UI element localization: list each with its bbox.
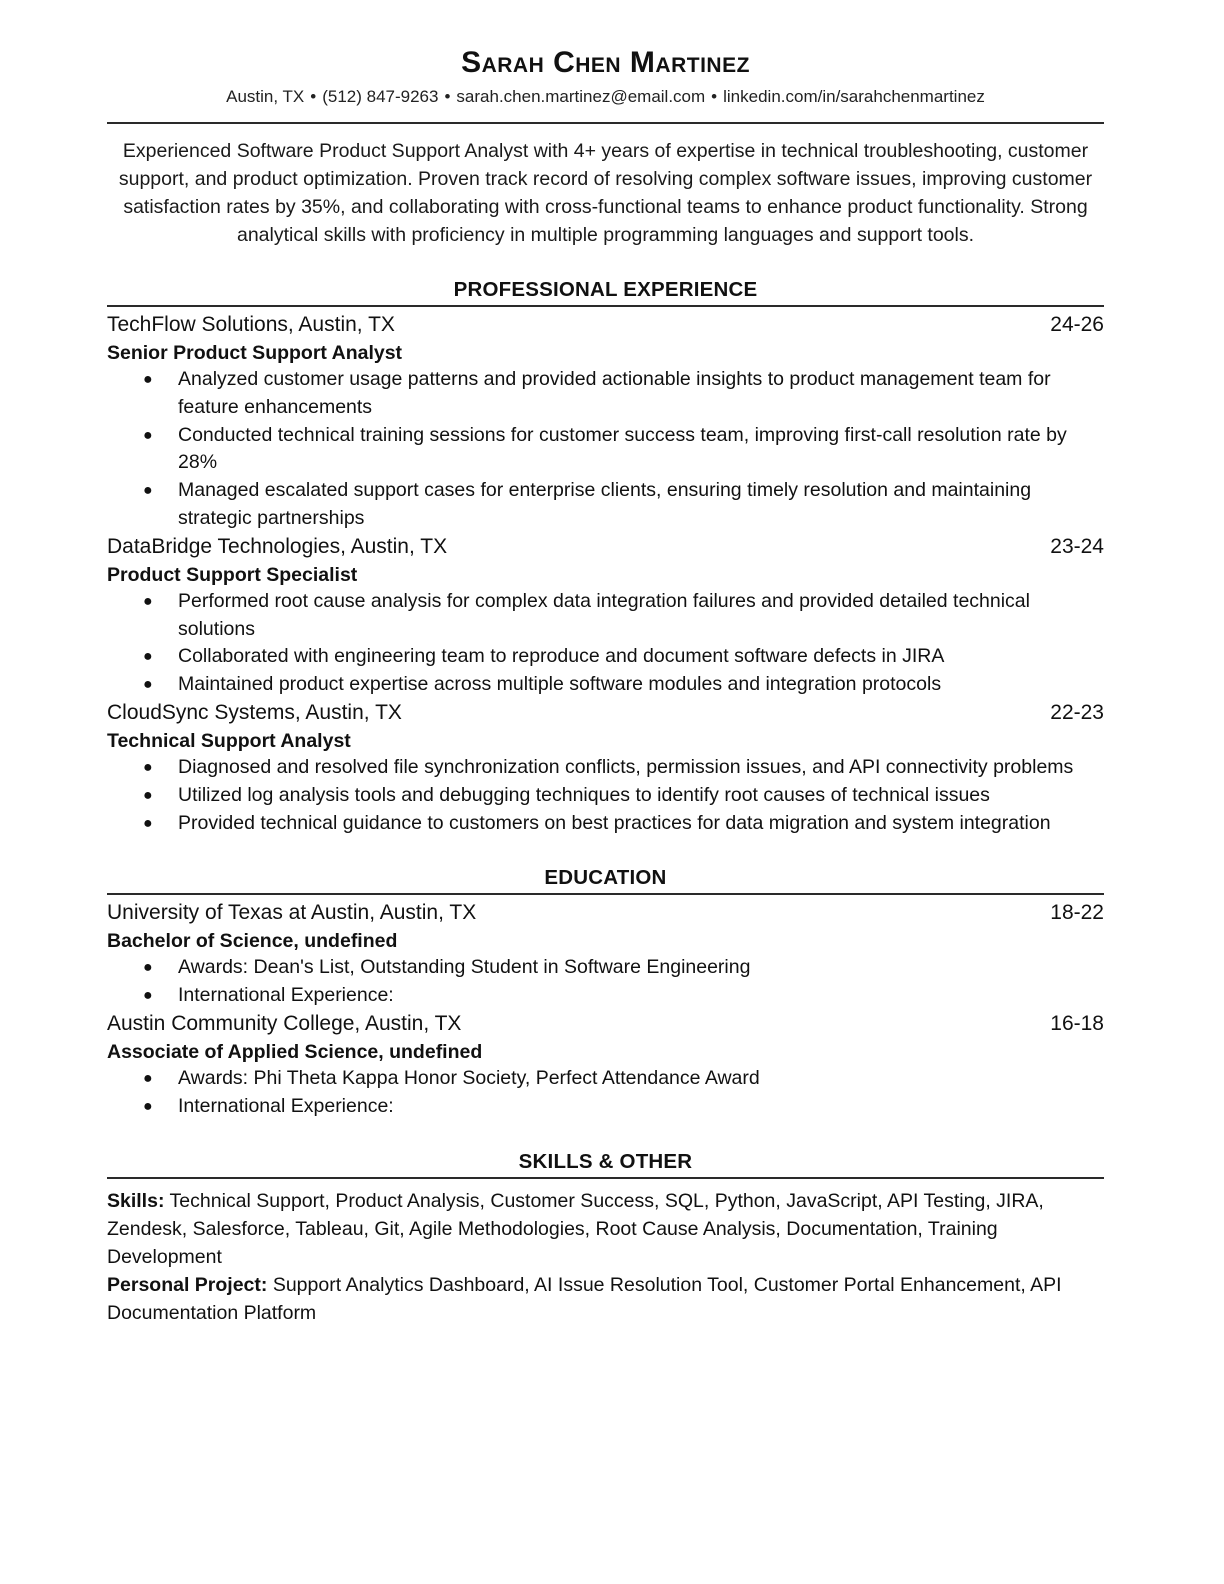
contact-separator: • bbox=[310, 87, 317, 106]
bullet-item bbox=[107, 982, 1104, 1010]
bullet-icon: ● bbox=[143, 959, 153, 977]
entry-dates: 24-26 bbox=[1050, 313, 1104, 336]
entry-role: Technical Support Analyst bbox=[107, 729, 351, 752]
bullet-icon: ● bbox=[143, 648, 153, 666]
section-title-experience: PROFESSIONAL EXPERIENCE bbox=[453, 278, 758, 301]
bullet-item bbox=[107, 366, 1104, 422]
experience-entry bbox=[107, 311, 1104, 533]
contact-separator: • bbox=[444, 87, 451, 106]
entry-degree: Bachelor of Science, undefined bbox=[107, 930, 398, 953]
contact-line bbox=[107, 86, 1104, 108]
bullet-text: Analyzed customer usage patterns and provided actionable insights to product management team for feature enhancements bbox=[178, 368, 1051, 418]
entry-organization: TechFlow Solutions, Austin, TX bbox=[107, 313, 395, 336]
section-divider bbox=[107, 893, 1104, 895]
contact-phone: (512) 847-9263 bbox=[322, 87, 439, 106]
bullet-text: Diagnosed and resolved file synchronization conflicts, permission issues, and API connectivity problems bbox=[178, 755, 1074, 778]
bullet-text: Performed root cause analysis for complex data integration failures and provided detailed technical solutions bbox=[178, 589, 1030, 640]
bullet-text: Utilized log analysis tools and debugging techniques to identify root causes of technical issues bbox=[178, 783, 990, 806]
skills-list: Technical Support, Product Analysis, Customer Success, SQL, Python, JavaScript, API Testing, JIRA, Zendesk, Salesforce, Tableau, Git, Agile Methodologies, Root Cause Analysis, Documentation, Training Development bbox=[107, 1189, 1044, 1268]
project-label: Personal Project: bbox=[107, 1273, 268, 1296]
skills-label: Skills: bbox=[107, 1189, 165, 1212]
bullet-icon: ● bbox=[143, 1069, 153, 1087]
section-title-skills: SKILLS & OTHER bbox=[518, 1149, 693, 1173]
bullet-item bbox=[107, 1093, 1104, 1121]
entry-organization: Austin Community College, Austin, TX bbox=[107, 1011, 462, 1035]
section-divider bbox=[107, 1177, 1104, 1179]
bullet-item bbox=[107, 1065, 1104, 1093]
bullet-icon: ● bbox=[143, 1097, 153, 1115]
entry-dates: 22-23 bbox=[1050, 700, 1104, 724]
bullet-item bbox=[107, 588, 1104, 644]
education-entry bbox=[107, 899, 1104, 1010]
bullet-text: Awards: Dean's List, Outstanding Student in Software Engineering bbox=[178, 956, 751, 979]
entry-dates: 16-18 bbox=[1050, 1011, 1104, 1035]
header-divider bbox=[107, 122, 1104, 124]
bullet-icon: ● bbox=[143, 592, 153, 610]
bullet-text: Maintained product expertise across multiple software modules and integration protocols bbox=[178, 673, 942, 696]
projects-paragraph bbox=[107, 1271, 1104, 1327]
education-entry bbox=[107, 1010, 1104, 1121]
entry-organization: University of Texas at Austin, Austin, TX bbox=[107, 901, 477, 925]
bullet-text: Awards: Phi Theta Kappa Honor Society, Perfect Attendance Award bbox=[178, 1066, 760, 1089]
bullet-icon: ● bbox=[143, 786, 153, 804]
entry-dates: 23-24 bbox=[1050, 534, 1104, 558]
contact-location: Austin, TX bbox=[226, 87, 305, 106]
entry-organization: CloudSync Systems, Austin, TX bbox=[107, 700, 402, 724]
bullet-icon: ● bbox=[143, 676, 153, 694]
bullet-text: Collaborated with engineering team to reproduce and document software defects in JIRA bbox=[178, 645, 945, 668]
bullet-item bbox=[107, 754, 1104, 782]
entry-organization: DataBridge Technologies, Austin, TX bbox=[107, 534, 448, 558]
candidate-name: Sarah Chen Martinez bbox=[461, 46, 750, 79]
project-list: Support Analytics Dashboard, AI Issue Resolution Tool, Customer Portal Enhancement, API Documentation Platform bbox=[107, 1273, 1062, 1324]
entry-degree: Associate of Applied Science, undefined bbox=[107, 1040, 483, 1063]
entry-role: Senior Product Support Analyst bbox=[107, 342, 403, 364]
bullet-item bbox=[107, 422, 1104, 478]
experience-entry bbox=[107, 533, 1104, 699]
bullet-icon: ● bbox=[143, 814, 153, 832]
bullet-icon: ● bbox=[143, 371, 153, 388]
bullet-text: Managed escalated support cases for enterprise clients, ensuring timely resolution and maintaining strategic partnerships bbox=[178, 479, 1032, 529]
contact-separator: • bbox=[711, 87, 718, 106]
bullet-text: International Experience: bbox=[178, 1094, 394, 1117]
bullet-text: Conducted technical training sessions for customer success team, improving first-call resolution rate by 28% bbox=[178, 423, 1067, 474]
contact-linkedin: linkedin.com/in/sarahchenmartinez bbox=[723, 87, 985, 106]
skills-paragraph bbox=[107, 1187, 1104, 1271]
bullet-icon: ● bbox=[143, 758, 153, 776]
summary-paragraph: Experienced Software Product Support Analyst with 4+ years of expertise in technical troubleshooting, customer support, and product optimization. Proven track record of resolving complex software issues, improving customer satisfaction rates by 35%, and collaborating with cross-functional teams to enhance product functionality. Strong analytical skills with proficiency in multiple programming languages and support tools. bbox=[118, 140, 1093, 246]
bullet-item bbox=[107, 477, 1104, 533]
resume-page bbox=[107, 0, 1104, 1327]
bullet-item bbox=[107, 643, 1104, 671]
bullet-icon: ● bbox=[143, 987, 153, 1005]
section-title-education: EDUCATION bbox=[544, 866, 667, 890]
entry-role: Product Support Specialist bbox=[107, 563, 358, 586]
contact-email: sarah.chen.martinez@email.com bbox=[456, 87, 706, 106]
section-divider bbox=[107, 305, 1104, 307]
bullet-item bbox=[107, 954, 1104, 982]
entry-dates: 18-22 bbox=[1050, 901, 1104, 925]
experience-entry bbox=[107, 699, 1104, 837]
bullet-icon: ● bbox=[143, 426, 153, 444]
bullet-item bbox=[107, 810, 1104, 838]
bullet-item bbox=[107, 782, 1104, 810]
bullet-text: International Experience: bbox=[178, 984, 394, 1007]
bullet-icon: ● bbox=[143, 482, 153, 500]
bullet-text: Provided technical guidance to customers on best practices for data migration and system integration bbox=[178, 811, 1051, 834]
bullet-item bbox=[107, 671, 1104, 699]
